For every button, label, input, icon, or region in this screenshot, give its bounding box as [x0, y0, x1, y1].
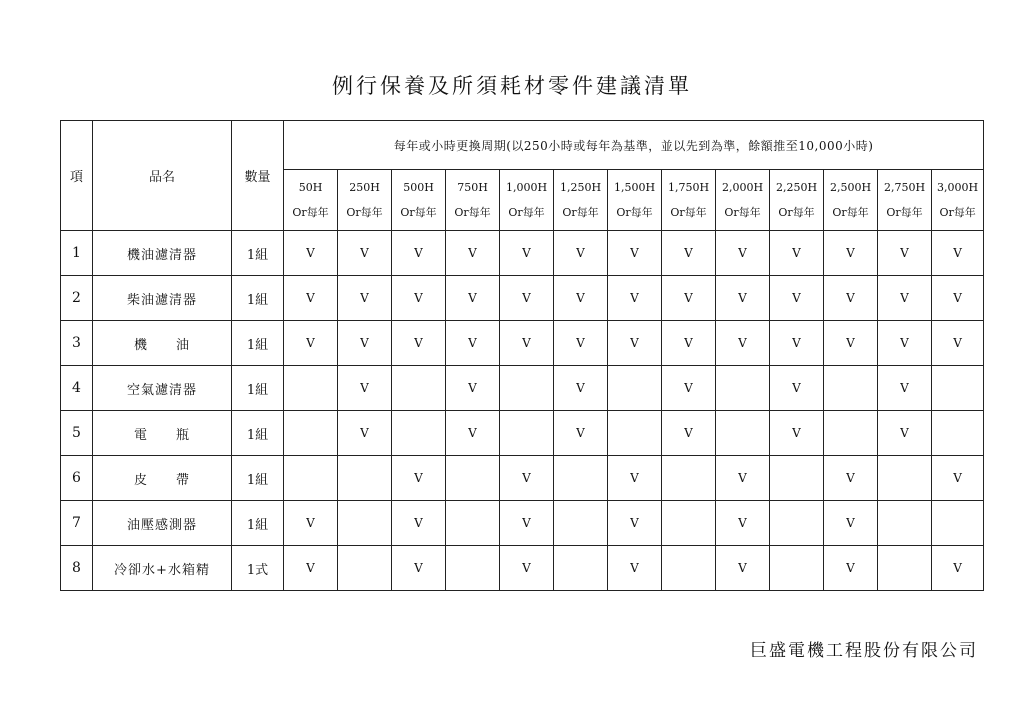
replacement-mark: V — [824, 276, 878, 321]
period-or-yearly: Or每年 — [400, 206, 437, 219]
page-title: 例行保養及所須耗材零件建議清單 — [332, 74, 692, 98]
replacement-mark — [500, 411, 554, 456]
replacement-mark: V — [284, 546, 338, 591]
replacement-mark: V — [284, 231, 338, 276]
table-body — [61, 231, 984, 591]
replacement-mark: V — [284, 276, 338, 321]
replacement-mark: V — [392, 276, 446, 321]
item-number: 2 — [61, 276, 93, 321]
replacement-mark: V — [716, 501, 770, 546]
replacement-mark: V — [662, 411, 716, 456]
replacement-mark — [716, 411, 770, 456]
replacement-mark: V — [608, 546, 662, 591]
replacement-mark: V — [500, 501, 554, 546]
replacement-mark: V — [284, 321, 338, 366]
replacement-mark — [338, 501, 392, 546]
period-hours: 250H — [349, 181, 380, 194]
replacement-mark: V — [338, 411, 392, 456]
item-number: 7 — [61, 501, 93, 546]
period-or-yearly: Or每年 — [832, 206, 869, 219]
item-number: 3 — [61, 321, 93, 366]
replacement-mark: V — [392, 501, 446, 546]
replacement-mark: V — [770, 321, 824, 366]
replacement-mark: V — [716, 321, 770, 366]
replacement-mark: V — [554, 366, 608, 411]
replacement-mark: V — [500, 321, 554, 366]
replacement-mark — [392, 411, 446, 456]
period-header-cell — [932, 170, 984, 231]
period-or-yearly: Or每年 — [616, 206, 653, 219]
replacement-mark: V — [392, 546, 446, 591]
replacement-mark — [446, 501, 500, 546]
table-row — [61, 501, 984, 546]
replacement-mark — [770, 546, 824, 591]
replacement-mark — [770, 456, 824, 501]
period-header-cell — [392, 170, 446, 231]
replacement-mark: V — [338, 276, 392, 321]
replacement-mark: V — [932, 231, 984, 276]
replacement-mark: V — [500, 546, 554, 591]
period-hours: 50H — [298, 181, 323, 194]
item-qty: 1組 — [232, 276, 284, 321]
replacement-mark: V — [770, 366, 824, 411]
period-hours: 2,000H — [721, 181, 764, 194]
replacement-mark — [770, 501, 824, 546]
item-name: 電 瓶 — [93, 411, 232, 456]
period-hours: 1,750H — [667, 181, 710, 194]
replacement-mark: V — [608, 276, 662, 321]
table-row — [61, 411, 984, 456]
maintenance-table — [60, 120, 984, 591]
replacement-mark — [932, 366, 984, 411]
header-period: 每年或小時更換周期(以250小時或每年為基準，並以先到為準，餘額推至10,000小時) — [284, 121, 984, 170]
replacement-mark: V — [878, 321, 932, 366]
item-number: 1 — [61, 231, 93, 276]
replacement-mark: V — [662, 276, 716, 321]
period-header-cell — [284, 170, 338, 231]
period-or-yearly: Or每年 — [292, 206, 329, 219]
table-row — [61, 546, 984, 591]
item-qty: 1組 — [232, 501, 284, 546]
replacement-mark: V — [608, 231, 662, 276]
item-number: 8 — [61, 546, 93, 591]
period-header-cell — [446, 170, 500, 231]
replacement-mark: V — [824, 546, 878, 591]
replacement-mark — [878, 546, 932, 591]
table-row — [61, 456, 984, 501]
item-qty: 1組 — [232, 231, 284, 276]
period-hours: 2,250H — [775, 181, 818, 194]
replacement-mark: V — [338, 231, 392, 276]
replacement-mark: V — [716, 456, 770, 501]
replacement-mark — [878, 456, 932, 501]
replacement-mark: V — [932, 546, 984, 591]
company-name: 巨盛電機工程股份有限公司 — [750, 641, 978, 661]
replacement-mark — [284, 411, 338, 456]
item-qty: 1組 — [232, 456, 284, 501]
item-qty: 1組 — [232, 411, 284, 456]
item-qty: 1組 — [232, 321, 284, 366]
header-qty: 數量 — [232, 121, 284, 231]
replacement-mark: V — [824, 501, 878, 546]
replacement-mark — [716, 366, 770, 411]
period-or-yearly: Or每年 — [454, 206, 491, 219]
replacement-mark: V — [554, 411, 608, 456]
replacement-mark: V — [446, 411, 500, 456]
replacement-mark: V — [716, 231, 770, 276]
replacement-mark: V — [932, 456, 984, 501]
replacement-mark — [500, 366, 554, 411]
item-name: 冷卻水+水箱精 — [93, 546, 232, 591]
replacement-mark: V — [932, 276, 984, 321]
replacement-mark: V — [392, 456, 446, 501]
header-name: 品名 — [93, 121, 232, 231]
replacement-mark: V — [662, 366, 716, 411]
replacement-mark: V — [608, 456, 662, 501]
period-header-cell — [554, 170, 608, 231]
replacement-mark: V — [446, 276, 500, 321]
replacement-mark — [554, 501, 608, 546]
replacement-mark: V — [770, 411, 824, 456]
item-number: 6 — [61, 456, 93, 501]
period-header-cell — [608, 170, 662, 231]
period-hours: 2,500H — [829, 181, 872, 194]
item-name: 空氣濾清器 — [93, 366, 232, 411]
replacement-mark — [932, 411, 984, 456]
period-hours: 1,250H — [559, 181, 602, 194]
replacement-mark — [284, 366, 338, 411]
replacement-mark: V — [770, 276, 824, 321]
replacement-mark — [554, 456, 608, 501]
replacement-mark — [608, 411, 662, 456]
table-row — [61, 276, 984, 321]
item-name: 機 油 — [93, 321, 232, 366]
replacement-mark — [446, 456, 500, 501]
period-header-cell — [500, 170, 554, 231]
period-or-yearly: Or每年 — [724, 206, 761, 219]
replacement-mark: V — [608, 321, 662, 366]
replacement-mark: V — [446, 231, 500, 276]
replacement-mark — [662, 501, 716, 546]
replacement-mark — [662, 456, 716, 501]
item-name: 皮 帶 — [93, 456, 232, 501]
period-header-cell — [338, 170, 392, 231]
replacement-mark: V — [824, 456, 878, 501]
item-name: 機油濾清器 — [93, 231, 232, 276]
replacement-mark: V — [392, 321, 446, 366]
replacement-mark: V — [932, 321, 984, 366]
replacement-mark: V — [554, 231, 608, 276]
replacement-mark: V — [878, 231, 932, 276]
item-qty: 1式 — [232, 546, 284, 591]
replacement-mark: V — [716, 276, 770, 321]
replacement-mark — [608, 366, 662, 411]
period-or-yearly: Or每年 — [778, 206, 815, 219]
replacement-mark: V — [662, 231, 716, 276]
period-or-yearly: Or每年 — [670, 206, 707, 219]
item-number: 5 — [61, 411, 93, 456]
replacement-mark: V — [824, 321, 878, 366]
item-qty: 1組 — [232, 366, 284, 411]
replacement-mark — [446, 546, 500, 591]
replacement-mark — [878, 501, 932, 546]
replacement-mark: V — [446, 366, 500, 411]
period-or-yearly: Or每年 — [886, 206, 923, 219]
replacement-mark: V — [878, 411, 932, 456]
replacement-mark — [932, 501, 984, 546]
replacement-mark: V — [824, 231, 878, 276]
replacement-mark — [824, 411, 878, 456]
replacement-mark: V — [554, 276, 608, 321]
replacement-mark: V — [500, 231, 554, 276]
period-header-cell — [716, 170, 770, 231]
replacement-mark: V — [716, 546, 770, 591]
period-header-cell — [824, 170, 878, 231]
table-row — [61, 321, 984, 366]
period-hours: 3,000H — [937, 181, 979, 194]
table-row — [61, 366, 984, 411]
replacement-mark: V — [284, 501, 338, 546]
replacement-mark: V — [878, 366, 932, 411]
replacement-mark: V — [608, 501, 662, 546]
replacement-mark: V — [500, 276, 554, 321]
replacement-mark — [338, 546, 392, 591]
period-hours: 1,000H — [505, 181, 548, 194]
header-item-no: 項 — [61, 121, 93, 231]
period-or-yearly: Or每年 — [508, 206, 545, 219]
period-or-yearly: Or每年 — [562, 206, 599, 219]
replacement-mark: V — [662, 321, 716, 366]
period-header-cell — [770, 170, 824, 231]
replacement-mark: V — [338, 321, 392, 366]
period-hours: 500H — [403, 181, 434, 194]
replacement-mark — [392, 366, 446, 411]
replacement-mark: V — [500, 456, 554, 501]
replacement-mark — [284, 456, 338, 501]
table-row — [61, 231, 984, 276]
replacement-mark: V — [392, 231, 446, 276]
period-or-yearly: Or每年 — [939, 206, 976, 219]
period-hours: 750H — [457, 181, 488, 194]
item-number: 4 — [61, 366, 93, 411]
replacement-mark — [554, 546, 608, 591]
replacement-mark: V — [554, 321, 608, 366]
period-hours: 2,750H — [883, 181, 926, 194]
replacement-mark — [338, 456, 392, 501]
period-header-cell — [878, 170, 932, 231]
period-header-cell — [662, 170, 716, 231]
replacement-mark — [662, 546, 716, 591]
item-name: 柴油濾清器 — [93, 276, 232, 321]
replacement-mark: V — [878, 276, 932, 321]
replacement-mark: V — [446, 321, 500, 366]
item-name: 油壓感測器 — [93, 501, 232, 546]
replacement-mark — [824, 366, 878, 411]
period-hours: 1,500H — [613, 181, 656, 194]
replacement-mark: V — [338, 366, 392, 411]
replacement-mark: V — [770, 231, 824, 276]
period-or-yearly: Or每年 — [346, 206, 383, 219]
